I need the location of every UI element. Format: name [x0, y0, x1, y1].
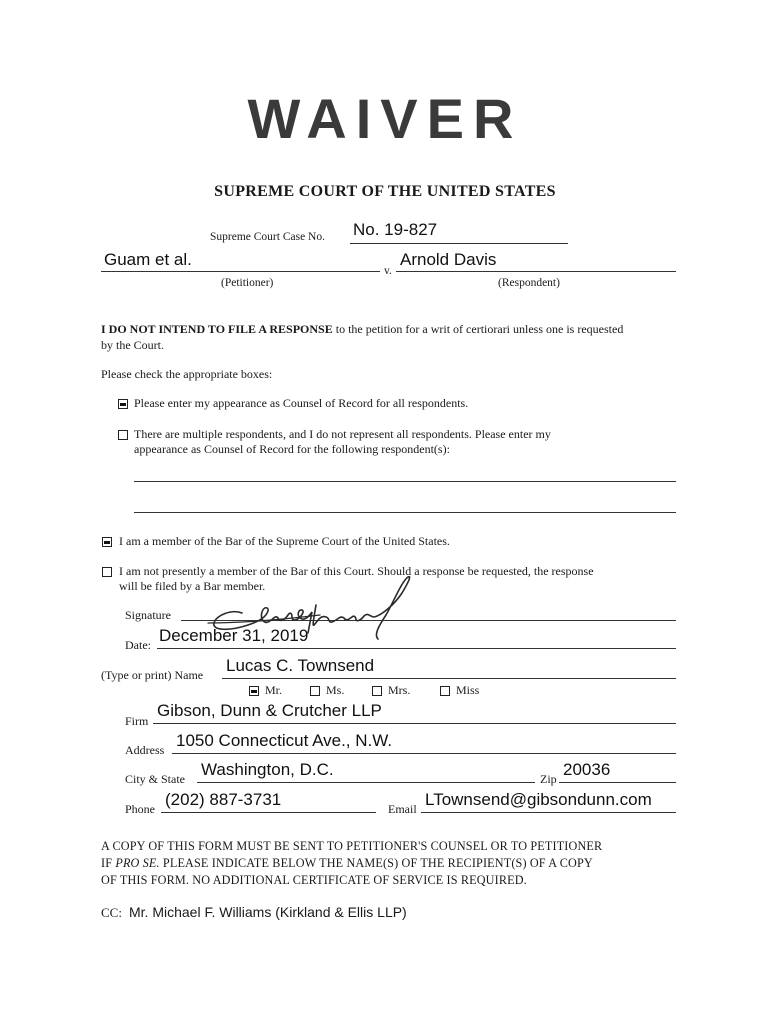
- petitioner-line: [101, 271, 380, 272]
- title-ms-label: Ms.: [326, 683, 345, 697]
- address-value: 1050 Connecticut Ave., N.W.: [176, 731, 393, 750]
- case-number-line: [350, 243, 568, 244]
- case-number-label: Supreme Court Case No.: [210, 231, 325, 243]
- date-line: [157, 648, 676, 649]
- city-state-line: [197, 782, 535, 783]
- not-bar-member-label: I am not presently a member of the Bar of this Court. Should a response be requested, the response: [119, 564, 594, 578]
- address-label: Address: [125, 743, 165, 757]
- title-miss-checkbox[interactable]: [440, 686, 450, 696]
- respondents-line-2[interactable]: [134, 512, 676, 513]
- name-line: [222, 678, 676, 679]
- address-line: [172, 753, 676, 754]
- title-ms-checkbox[interactable]: [310, 686, 320, 696]
- form-title: WAIVER: [247, 87, 523, 150]
- respondent-caption: (Respondent): [498, 277, 560, 289]
- firm-label: Firm: [125, 714, 149, 728]
- title-mr-label: Mr.: [265, 683, 283, 697]
- email-line: [421, 812, 676, 813]
- versus-label: v.: [384, 265, 392, 277]
- case-number-value: No. 19-827: [353, 220, 438, 239]
- not-bar-member-checkbox[interactable]: [102, 567, 112, 577]
- bar-member-checkbox[interactable]: [102, 537, 112, 547]
- zip-line: [559, 782, 676, 783]
- multiple-respondents-label-2: appearance as Counsel of Record for the following respondent(s):: [134, 442, 450, 456]
- signature-label: Signature: [125, 608, 171, 622]
- title-miss-label: Miss: [456, 683, 480, 697]
- phone-label: Phone: [125, 802, 155, 816]
- city-state-label: City & State: [125, 772, 185, 786]
- multiple-respondents-label: There are multiple respondents, and I do not represent all respondents. Please enter my: [134, 427, 551, 441]
- court-name: SUPREME COURT OF THE UNITED STATES: [214, 183, 556, 200]
- service-notice-line-1: A COPY OF THIS FORM MUST BE SENT TO PETITIONER'S COUNSEL OR TO PETITIONER: [101, 839, 603, 853]
- phone-line: [161, 812, 376, 813]
- city-state-value: Washington, D.C.: [201, 760, 334, 779]
- title-mrs-label: Mrs.: [388, 683, 411, 697]
- not-bar-member-label-2: will be filed by a Bar member.: [119, 579, 266, 593]
- date-value: December 31, 2019: [159, 626, 309, 645]
- waiver-statement-text-2: by the Court.: [101, 338, 164, 352]
- zip-value: 20036: [563, 760, 611, 779]
- firm-value: Gibson, Dunn & Crutcher LLP: [157, 701, 382, 720]
- email-value: LTownsend@gibsondunn.com: [425, 790, 652, 809]
- service-notice: [101, 838, 701, 889]
- waiver-statement-bold: I DO NOT INTEND TO FILE A RESPONSE: [101, 322, 333, 336]
- waiver-statement-text: to the petition for a writ of certiorari unless one is requested: [335, 322, 624, 336]
- zip-label: Zip: [540, 772, 557, 786]
- phone-value: (202) 887-3731: [165, 790, 282, 809]
- service-notice-line-2-post: PLEASE INDICATE BELOW THE NAME(S) OF THE RECIPIENT(S) OF A COPY: [162, 856, 593, 870]
- cc-label: CC:: [101, 905, 122, 920]
- title-mrs-checkbox[interactable]: [372, 686, 382, 696]
- name-label: (Type or print) Name: [101, 668, 204, 682]
- respondents-line-1[interactable]: [134, 481, 676, 482]
- firm-line: [153, 723, 676, 724]
- all-respondents-label: Please enter my appearance as Counsel of Record for all respondents.: [134, 396, 469, 410]
- service-notice-line-2-pre: IF: [101, 856, 113, 870]
- bar-member-label: I am a member of the Bar of the Supreme Court of the United States.: [119, 534, 450, 548]
- respondent-value: Arnold Davis: [400, 250, 497, 269]
- multiple-respondents-checkbox[interactable]: [118, 430, 128, 440]
- petitioner-caption: (Petitioner): [221, 277, 274, 289]
- all-respondents-checkbox[interactable]: [118, 399, 128, 409]
- instructions-text: Please check the appropriate boxes:: [101, 367, 273, 381]
- name-value: Lucas C. Townsend: [226, 656, 375, 675]
- date-label: Date:: [125, 638, 151, 652]
- waiver-statement: [101, 321, 681, 353]
- pro-se-text: PRO SE.: [115, 856, 160, 870]
- cc-value: Mr. Michael F. Williams (Kirkland & Ellis LLP): [129, 904, 407, 920]
- email-label: Email: [388, 802, 417, 816]
- service-notice-line-3: OF THIS FORM. NO ADDITIONAL CERTIFICATE OF SERVICE IS REQUIRED.: [101, 873, 527, 887]
- title-mr-checkbox[interactable]: [249, 686, 259, 696]
- petitioner-value: Guam et al.: [104, 250, 192, 269]
- respondent-line: [396, 271, 676, 272]
